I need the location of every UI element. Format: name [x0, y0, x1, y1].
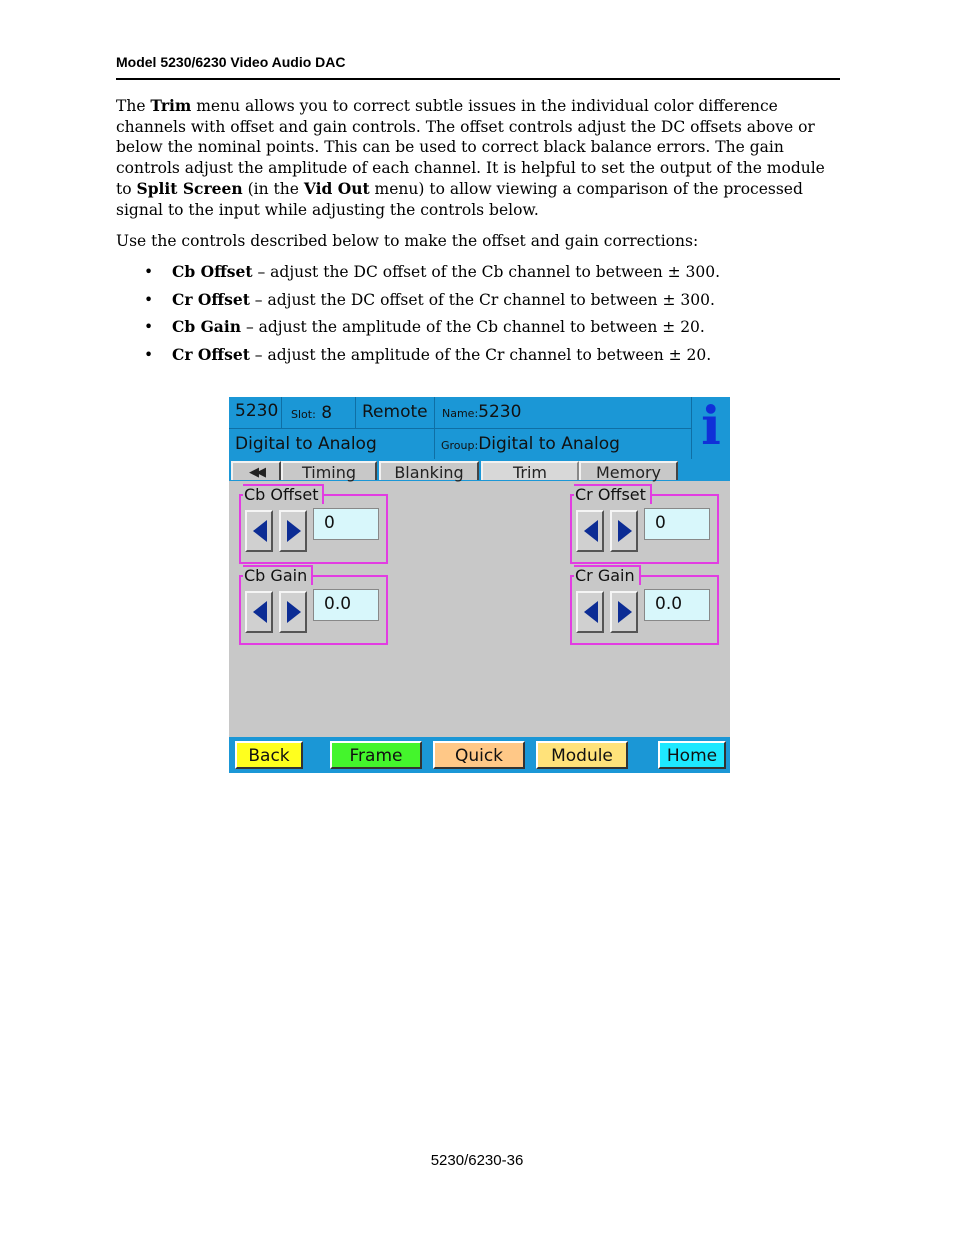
bullet-dot: • — [144, 290, 154, 309]
divider — [355, 397, 356, 428]
tab-trim[interactable]: Trim — [481, 461, 579, 480]
bullet-term: Cr Offset — [172, 345, 250, 365]
list-item — [144, 341, 720, 369]
tab-back-arrows-icon[interactable]: ◀◀ — [231, 461, 281, 480]
device-screenshot — [229, 397, 730, 773]
device-description: Digital to Analog — [235, 434, 377, 454]
intro-bold-vid-out: Vid Out — [303, 178, 370, 198]
control-label: Cr Gain — [574, 565, 641, 585]
tab-memory[interactable]: Memory — [579, 461, 678, 480]
name-value: 5230 — [478, 402, 522, 422]
cr-gain-control — [570, 566, 719, 645]
remote-status: Remote — [362, 402, 428, 422]
increment-button[interactable] — [279, 591, 307, 633]
arrow-right-icon — [287, 601, 301, 623]
cr-offset-control — [570, 485, 719, 564]
info-icon[interactable]: i — [701, 397, 721, 457]
tab-blanking[interactable]: Blanking — [379, 461, 479, 480]
decrement-button[interactable] — [576, 591, 604, 633]
value-field[interactable]: 0 — [644, 508, 710, 540]
bullet-list — [144, 258, 720, 369]
intro-text-2: menu allows you to correct subtle issues in the individual color difference channels with offset and gain controls. The offset controls adjust the DC offsets above or below the nominal points. This can be used to correct black balance errors. The gain controls adjust the amplitude of each channel. It is helpful to set the output of the module to — [116, 97, 825, 198]
tab-bar — [229, 459, 730, 481]
arrow-right-icon — [618, 520, 632, 542]
bullet-term: Cr Offset — [172, 289, 250, 309]
quick-button[interactable]: Quick — [433, 741, 525, 769]
arrow-right-icon — [287, 520, 301, 542]
slot-label: Slot: — [291, 408, 316, 421]
arrow-left-icon — [584, 601, 598, 623]
intro-paragraph — [116, 96, 840, 220]
value-field[interactable]: 0 — [313, 508, 379, 540]
arrow-right-icon — [618, 601, 632, 623]
page-header: Model 5230/6230 Video Audio DAC — [116, 54, 346, 70]
model-number: 5230 — [235, 401, 279, 421]
header-rule — [116, 78, 840, 80]
value-field[interactable]: 0.0 — [644, 589, 710, 621]
arrow-left-icon — [253, 601, 267, 623]
bullet-description: – adjust the DC offset of the Cb channel to between ± 300. — [252, 263, 721, 281]
arrow-left-icon — [584, 520, 598, 542]
intro-bold-split-screen: Split Screen — [136, 178, 243, 198]
page-number: 5230/6230-36 — [430, 1152, 524, 1169]
arrow-left-icon — [253, 520, 267, 542]
control-label: Cb Gain — [243, 565, 313, 585]
control-label: Cb Offset — [243, 484, 324, 504]
back-button[interactable]: Back — [235, 741, 303, 769]
tab-timing[interactable]: Timing — [281, 461, 377, 480]
frame-button[interactable]: Frame — [330, 741, 422, 769]
intro-bold-trim: Trim — [150, 96, 192, 115]
status-panel — [229, 397, 730, 459]
bullet-dot: • — [144, 263, 154, 281]
control-label: Cr Offset — [574, 484, 652, 504]
group-label: Group: — [441, 439, 479, 452]
bullet-description: – adjust the amplitude of the Cr channel to between ± 20. — [249, 346, 712, 365]
name-label: Name: — [442, 407, 479, 420]
list-item — [144, 286, 720, 314]
intro-text-1: The — [116, 97, 151, 115]
value-field[interactable]: 0.0 — [313, 589, 379, 621]
list-item — [144, 313, 720, 341]
divider — [281, 397, 282, 428]
divider — [229, 428, 691, 429]
slot-value: 8 — [321, 403, 333, 423]
bullet-dot: • — [144, 318, 154, 337]
increment-button[interactable] — [610, 510, 638, 552]
intro-text-4: menu) to allow viewing a comparison of the processed signal to the input while adjusting the controls below. — [116, 179, 803, 219]
increment-button[interactable] — [279, 510, 307, 552]
bullet-term: Cb Offset — [172, 262, 253, 281]
bullet-description: – adjust the amplitude of the Cb channel to between ± 20. — [241, 318, 705, 337]
list-item — [144, 258, 720, 286]
cb-offset-control — [239, 485, 388, 564]
home-button[interactable]: Home — [658, 741, 726, 769]
decrement-button[interactable] — [245, 591, 273, 633]
increment-button[interactable] — [610, 591, 638, 633]
nav-bar — [229, 737, 730, 773]
decrement-button[interactable] — [576, 510, 604, 552]
cb-gain-control — [239, 566, 388, 645]
intro-text-3: (in the — [242, 179, 304, 198]
bullet-term: Cb Gain — [172, 317, 242, 337]
divider — [691, 397, 692, 459]
module-button[interactable]: Module — [536, 741, 628, 769]
use-paragraph: Use the controls described below to make the offset and gain corrections: — [116, 232, 699, 250]
decrement-button[interactable] — [245, 510, 273, 552]
bullet-description: – adjust the DC offset of the Cr channel to between ± 300. — [249, 290, 715, 309]
group-value: Digital to Analog — [478, 434, 620, 454]
bullet-dot: • — [144, 346, 154, 365]
